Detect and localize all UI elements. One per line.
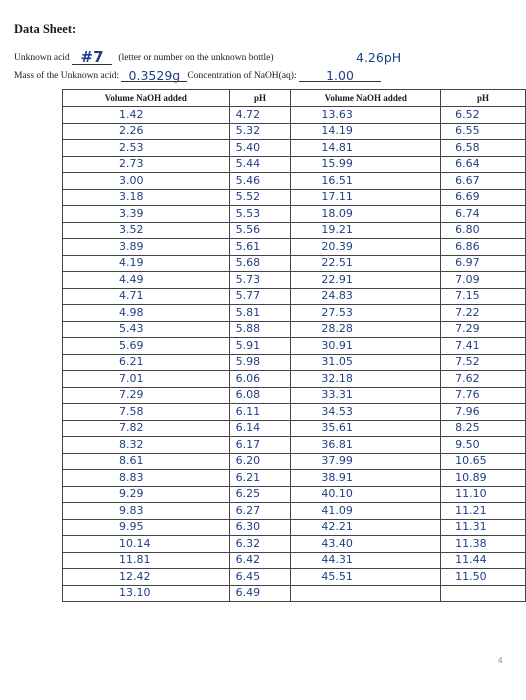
- volume-cell: 40.10: [291, 486, 441, 503]
- volume-cell: 8.32: [63, 437, 230, 454]
- table-row: [63, 503, 526, 520]
- ph-cell: 5.52: [229, 189, 291, 206]
- volume-cell: 4.98: [63, 305, 230, 322]
- ph-cell: 6.67: [441, 173, 526, 190]
- ph-cell: 6.86: [441, 239, 526, 256]
- ph-cell: 6.97: [441, 255, 526, 272]
- ph-cell: 11.44: [441, 552, 526, 569]
- volume-cell: 42.21: [291, 519, 441, 536]
- ph-cell: 6.42: [229, 552, 291, 569]
- volume-cell: 22.51: [291, 255, 441, 272]
- volume-cell: 20.39: [291, 239, 441, 256]
- ph-cell: 6.20: [229, 453, 291, 470]
- ph-cell: 6.21: [229, 470, 291, 487]
- table-row: [63, 123, 526, 140]
- ph-cell: 7.22: [441, 305, 526, 322]
- table-row: [63, 387, 526, 404]
- volume-cell: 3.18: [63, 189, 230, 206]
- volume-cell: 7.01: [63, 371, 230, 388]
- ph-cell: 7.41: [441, 338, 526, 355]
- volume-cell: 36.81: [291, 437, 441, 454]
- volume-cell: 35.61: [291, 420, 441, 437]
- table-row: [63, 206, 526, 223]
- ph-cell: 11.31: [441, 519, 526, 536]
- ph-cell: 6.45: [229, 569, 291, 586]
- volume-cell: 9.29: [63, 486, 230, 503]
- volume-cell: 8.83: [63, 470, 230, 487]
- ph-cell: 6.32: [229, 536, 291, 553]
- volume-cell: 2.26: [63, 123, 230, 140]
- table-row: [63, 437, 526, 454]
- volume-cell: 38.91: [291, 470, 441, 487]
- ph-cell: 7.29: [441, 321, 526, 338]
- ph-cell: 6.08: [229, 387, 291, 404]
- ph-cell: [441, 585, 526, 602]
- ph-cell: 6.06: [229, 371, 291, 388]
- ph-cell: 9.50: [441, 437, 526, 454]
- ph-cell: 8.25: [441, 420, 526, 437]
- ph-cell: 6.14: [229, 420, 291, 437]
- volume-cell: 16.51: [291, 173, 441, 190]
- volume-cell: 22.91: [291, 272, 441, 289]
- unknown-acid-line: [14, 46, 274, 65]
- ph-cell: 6.11: [229, 404, 291, 421]
- volume-cell: 3.89: [63, 239, 230, 256]
- volume-cell: 7.29: [63, 387, 230, 404]
- ph-cell: 6.69: [441, 189, 526, 206]
- ph-cell: 5.81: [229, 305, 291, 322]
- volume-cell: 8.61: [63, 453, 230, 470]
- mass-concentration-line: [14, 66, 381, 82]
- table-row: [63, 189, 526, 206]
- volume-cell: 43.40: [291, 536, 441, 553]
- volume-cell: 4.19: [63, 255, 230, 272]
- table-row: [63, 404, 526, 421]
- volume-cell: 5.69: [63, 338, 230, 355]
- ph-cell: 5.73: [229, 272, 291, 289]
- ph-cell: 5.46: [229, 173, 291, 190]
- ph-cell: 5.32: [229, 123, 291, 140]
- table-row: [63, 585, 526, 602]
- volume-cell: 14.19: [291, 123, 441, 140]
- concentration-label: Concentration of NaOH(aq):: [187, 71, 297, 81]
- unknown-acid-hint: (letter or number on the unknown bottle): [118, 53, 274, 63]
- volume-cell: 30.91: [291, 338, 441, 355]
- volume-cell: 1.42: [63, 107, 230, 124]
- ph-cell: 6.30: [229, 519, 291, 536]
- table-row: [63, 486, 526, 503]
- volume-cell: 9.83: [63, 503, 230, 520]
- ph-cell: 7.15: [441, 288, 526, 305]
- table-row: [63, 453, 526, 470]
- ph-cell: 5.88: [229, 321, 291, 338]
- ph-cell: 6.52: [441, 107, 526, 124]
- volume-cell: 11.81: [63, 552, 230, 569]
- ph-cell: 6.58: [441, 140, 526, 157]
- volume-cell: 2.73: [63, 156, 230, 173]
- volume-cell: 33.31: [291, 387, 441, 404]
- table-row: [63, 156, 526, 173]
- volume-cell: 3.39: [63, 206, 230, 223]
- table-row: [63, 354, 526, 371]
- ph-cell: 10.65: [441, 453, 526, 470]
- volume-cell: 9.95: [63, 519, 230, 536]
- table-row: [63, 536, 526, 553]
- table-body: [63, 107, 526, 602]
- table-row: [63, 288, 526, 305]
- table-row: [63, 107, 526, 124]
- ph-cell: 6.27: [229, 503, 291, 520]
- ph-cell: 6.80: [441, 222, 526, 239]
- volume-cell: 10.14: [63, 536, 230, 553]
- volume-cell: 4.49: [63, 272, 230, 289]
- table-row: [63, 173, 526, 190]
- ph-cell: 7.62: [441, 371, 526, 388]
- ph-cell: 6.25: [229, 486, 291, 503]
- ph-cell: 5.61: [229, 239, 291, 256]
- titration-data-table: [62, 89, 526, 602]
- concentration-field: [299, 66, 381, 82]
- volume-cell: 12.42: [63, 569, 230, 586]
- volume-cell: [291, 585, 441, 602]
- ph-cell: 11.10: [441, 486, 526, 503]
- table-header-row: [63, 90, 526, 107]
- ph-cell: 5.77: [229, 288, 291, 305]
- unknown-acid-field: [72, 46, 112, 65]
- ph-cell: 5.56: [229, 222, 291, 239]
- volume-cell: 28.28: [291, 321, 441, 338]
- volume-cell: 3.00: [63, 173, 230, 190]
- table-row: [63, 272, 526, 289]
- table-row: [63, 519, 526, 536]
- ph-cell: 7.09: [441, 272, 526, 289]
- ph-cell: 6.64: [441, 156, 526, 173]
- column-header-volume-1: Volume NaOH added: [63, 90, 230, 107]
- volume-cell: 37.99: [291, 453, 441, 470]
- volume-cell: 31.05: [291, 354, 441, 371]
- table-row: [63, 338, 526, 355]
- ph-cell: 6.49: [229, 585, 291, 602]
- ph-cell: 5.44: [229, 156, 291, 173]
- volume-cell: 7.82: [63, 420, 230, 437]
- ph-cell: 5.68: [229, 255, 291, 272]
- volume-cell: 18.09: [291, 206, 441, 223]
- volume-cell: 5.43: [63, 321, 230, 338]
- ph-cell: 11.50: [441, 569, 526, 586]
- volume-cell: 4.71: [63, 288, 230, 305]
- table-row: [63, 552, 526, 569]
- column-header-volume-2: Volume NaOH added: [291, 90, 441, 107]
- table-row: [63, 255, 526, 272]
- volume-cell: 14.81: [291, 140, 441, 157]
- volume-cell: 13.10: [63, 585, 230, 602]
- volume-cell: 34.53: [291, 404, 441, 421]
- table-row: [63, 321, 526, 338]
- ph-cell: 4.72: [229, 107, 291, 124]
- volume-cell: 41.09: [291, 503, 441, 520]
- ph-cell: 11.38: [441, 536, 526, 553]
- volume-cell: 15.99: [291, 156, 441, 173]
- ph-cell: 6.55: [441, 123, 526, 140]
- unknown-acid-value: #7: [80, 48, 104, 66]
- page-title: Data Sheet:: [14, 22, 77, 36]
- mass-label: Mass of the Unknown acid:: [14, 71, 120, 81]
- ph-cell: 6.74: [441, 206, 526, 223]
- ph-cell: 7.52: [441, 354, 526, 371]
- ph-cell: 5.53: [229, 206, 291, 223]
- volume-cell: 17.11: [291, 189, 441, 206]
- table-row: [63, 420, 526, 437]
- volume-cell: 24.83: [291, 288, 441, 305]
- volume-cell: 2.53: [63, 140, 230, 157]
- volume-cell: 3.52: [63, 222, 230, 239]
- volume-cell: 32.18: [291, 371, 441, 388]
- table-row: [63, 569, 526, 586]
- volume-cell: 6.21: [63, 354, 230, 371]
- column-header-ph-1: pH: [229, 90, 291, 107]
- volume-cell: 7.58: [63, 404, 230, 421]
- volume-cell: 45.51: [291, 569, 441, 586]
- ph-cell: 10.89: [441, 470, 526, 487]
- concentration-value: 1.00: [326, 68, 354, 83]
- table-row: [63, 222, 526, 239]
- page-number: 4: [498, 656, 503, 665]
- ph-cell: 7.96: [441, 404, 526, 421]
- table-row: [63, 239, 526, 256]
- volume-cell: 13.63: [291, 107, 441, 124]
- column-header-ph-2: pH: [441, 90, 526, 107]
- volume-cell: 44.31: [291, 552, 441, 569]
- volume-cell: 19.21: [291, 222, 441, 239]
- ph-cell: 5.40: [229, 140, 291, 157]
- table-row: [63, 305, 526, 322]
- ph-cell: 6.17: [229, 437, 291, 454]
- unknown-acid-label: Unknown acid: [14, 53, 70, 63]
- handwritten-ph-note: 4.26pH: [356, 50, 402, 65]
- ph-cell: 11.21: [441, 503, 526, 520]
- table-row: [63, 140, 526, 157]
- mass-field: [121, 66, 187, 82]
- table-row: [63, 371, 526, 388]
- ph-cell: 5.91: [229, 338, 291, 355]
- mass-value: 0.3529g: [128, 68, 181, 83]
- ph-cell: 7.76: [441, 387, 526, 404]
- volume-cell: 27.53: [291, 305, 441, 322]
- table-row: [63, 470, 526, 487]
- ph-cell: 5.98: [229, 354, 291, 371]
